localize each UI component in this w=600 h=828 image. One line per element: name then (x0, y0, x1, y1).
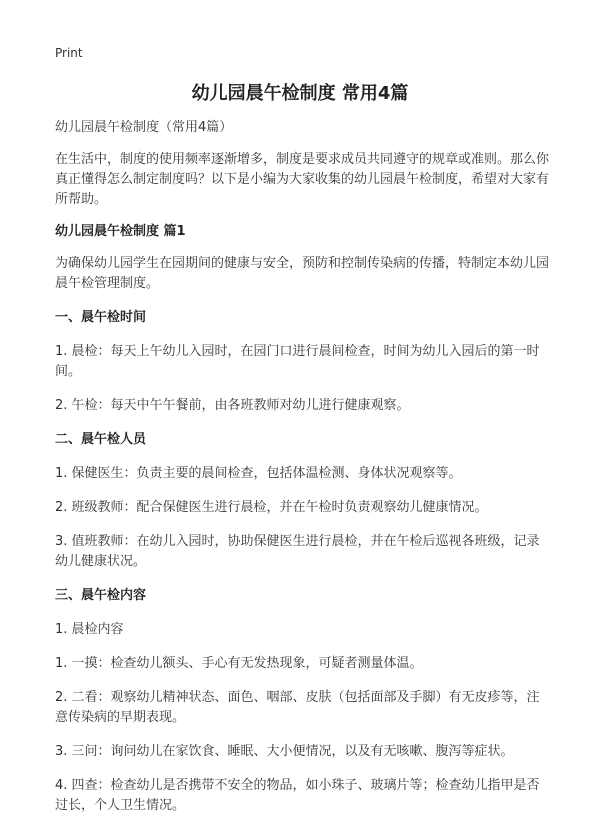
document-body (55, 118, 550, 816)
list-item: 3. 值班教师：在幼儿入园时，协助保健医生进行晨检，并在午检后巡视各班级，记录幼儿健康状况。 (55, 534, 540, 569)
article-heading: 幼儿园晨午检制度 篇1 (55, 224, 186, 239)
section-heading-time: 一、晨午检时间 (55, 310, 147, 325)
intro-paragraph: 在生活中，制度的使用频率逐渐增多，制度是要求成员共同遵守的规章或准则。那么你真正懂得怎么制定制度吗？以下是小编为大家收集的幼儿园晨午检制度，希望对大家有所帮助。 (55, 152, 550, 207)
print-link[interactable]: Print (55, 46, 83, 60)
list-item: 3. 三问：询问幼儿在家饮食、睡眠、大小便情况，以及有无咳嗽、腹泻等症状。 (55, 744, 514, 759)
page-title: 幼儿园晨午检制度 常用4篇 (191, 83, 409, 104)
list-item: 1. 保健医生：负责主要的晨间检查，包括体温检测、身体状况观察等。 (55, 466, 462, 481)
list-item: 1. 晨检内容 (55, 622, 124, 637)
list-item: 4. 四查：检查幼儿是否携带不安全的物品，如小珠子、玻璃片等；检查幼儿指甲是否过长，个人卫生情况。 (55, 778, 540, 813)
list-item: 1. 一摸：检查幼儿额头、手心有无发热现象，可疑者测量体温。 (55, 656, 423, 671)
list-item: 2. 午检：每天中午午餐前，由各班教师对幼儿进行健康观察。 (55, 398, 410, 413)
list-item: 2. 班级教师：配合保健医生进行晨检，并在午检时负责观察幼儿健康情况。 (55, 500, 488, 515)
document-subtitle: 幼儿园晨午检制度（常用4篇） (55, 120, 233, 135)
section-heading-content: 三、晨午检内容 (55, 588, 147, 603)
article-intro-paragraph: 为确保幼儿园学生在园期间的健康与安全，预防和控制传染病的传播，特制定本幼儿园晨午检管理制度。 (55, 256, 550, 291)
list-item: 2. 二看：观察幼儿精神状态、面色、咽部、皮肤（包括面部及手脚）有无皮疹等，注意传染病的早期表现。 (55, 690, 540, 725)
section-heading-staff: 二、晨午检人员 (55, 432, 147, 447)
list-item: 1. 晨检：每天上午幼儿入园时，在园门口进行晨间检查，时间为幼儿入园后的第一时间。 (55, 344, 540, 379)
